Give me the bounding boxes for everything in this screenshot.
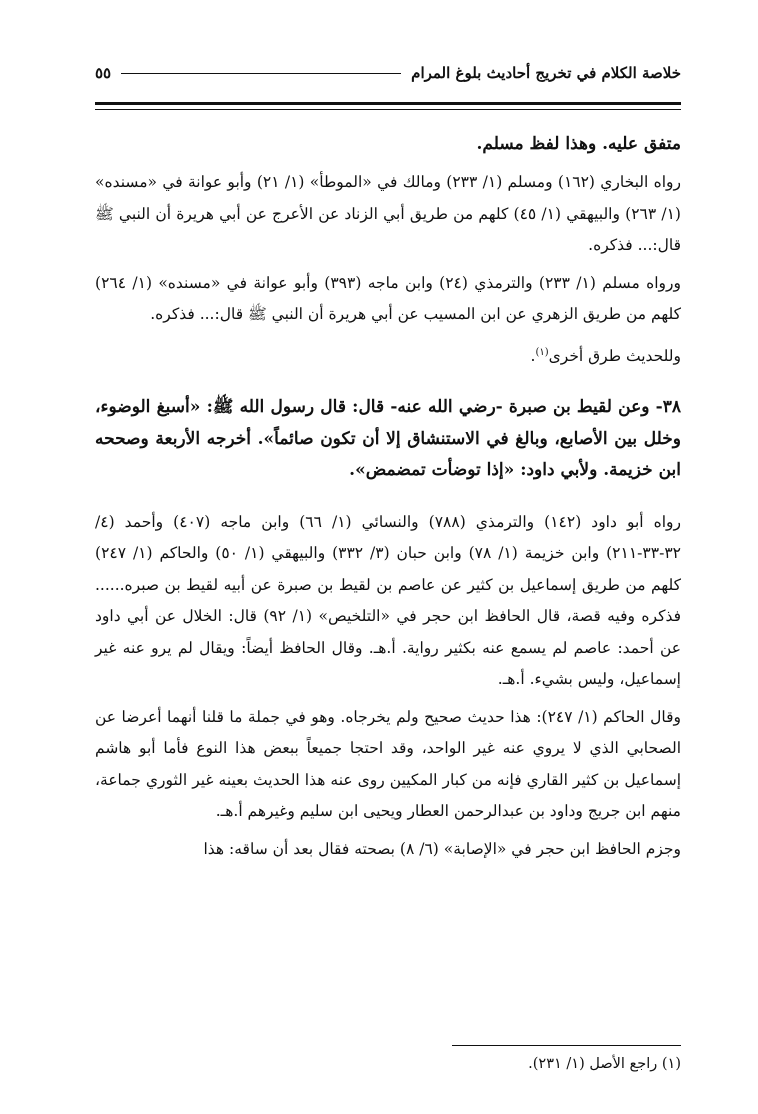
page-number: ٥٥ [95,64,112,82]
hadith-paragraph: ٣٨- وعن لقيط بن صبرة -رضي الله عنه- قال: قال رسول الله ﷺ: «أسبغ الوضوء، وخلل بين الأصابع، وبالغ في الاستنشاق إلا أن تكون صائماً». أخرجه الأربعة وصححه ابن خزيمة. ولأبي داود: «إذا توضأت تمضمض». [95,397,681,481]
paragraph: وجزم الحافظ ابن حجر في «الإصابة» (٦/ ٨) بصحته فقال بعد أن ساقه: هذا [203,839,681,858]
footnote-rule [452,1045,681,1046]
header-title: خلاصة الكلام في تخريج أحاديث بلوغ المرام [411,64,681,82]
paragraph: وقال الحاكم (١/ ٢٤٧): هذا حديث صحيح ولم يخرجاه. وهو في جملة ما قلنا أنهما أعرضا عن الصحابي الذي لا يروي عنه غير الواحد، وقد احتجا جميعاً ببعض هذا النوع فأما أبو هاشم إسماعيل بن كثير القاري فإنه من كبار المكيين روى عنه هذا الحديث بعينه غير الثوري جماعة، منهم ابن جريج وداود بن عبدالرحمن العطار ويحيى ابن سليم وغيرهم أ.هـ. [95,707,681,821]
footnote: (١) راجع الأصل (١/ ٢٣١). [528,1056,681,1072]
paragraph: متفق عليه. وهذا لفظ مسلم. [476,134,681,154]
spacer [95,493,681,507]
paragraph: ورواه مسلم (١/ ٢٣٣) والترمذي (٢٤) وابن ماجه (٣٩٣) وأبو عوانة في «مسنده» (١/ ٢٦٤) كلهم من طريق الزهري عن ابن المسيب عن أبي هريرة أن النبي ﷺ قال:... فذكره. [95,273,682,323]
paragraph: رواه البخاري (١٦٢) ومسلم (١/ ٢٣٣) ومالك في «الموطأ» (١/ ٢١) وأبو عوانة في «مسنده» (١/ ٢٦٣) والبيهقي (١/ ٤٥) كلهم من طريق أبي الزناد عن الأعرج عن أبي هريرة أن النبي ﷺ قال:... فذكره. [95,173,682,254]
paragraph: وللحديث طرق أخرى$^{(١)}$. [530,346,681,365]
running-header [95,58,681,88]
footnote-marker: (١) [535,346,549,358]
paragraph-text: وللحديث طرق أخرى [548,346,681,365]
paragraph: رواه أبو داود (١٤٢) والترمذي (٧٨٨) والنسائي (١/ ٦٦) وابن ماجه (٤٠٧) وأحمد (٤/ ٣٢-٣٣-٢١١) وابن خزيمة (١/ ٧٨) وابن حبان (٣/ ٣٣٢) والبيهقي (١/ ٥٠) والحاكم (١/ ٢٤٧) كلهم من طريق إسماعيل بن كثير عن عاصم بن لقيط بن صبرة عن أبيه لقيط بن صبره...... فذكره وفيه قصة، قال الحافظ ابن حجر في «التلخيص» (١/ ٩٢) قال: الخلال عن أبي داود عن أحمد: عاصم لم يسمع عنه بكثير رواية. أ.هـ. وقال الحافظ أيضاً: ويقال لم يرو عنه غير إسماعيل، وليس بشيء. أ.هـ. [95,512,682,689]
page-body [95,128,681,871]
header-double-rule [95,102,681,110]
header-rule [121,73,401,74]
spacer [95,378,681,392]
